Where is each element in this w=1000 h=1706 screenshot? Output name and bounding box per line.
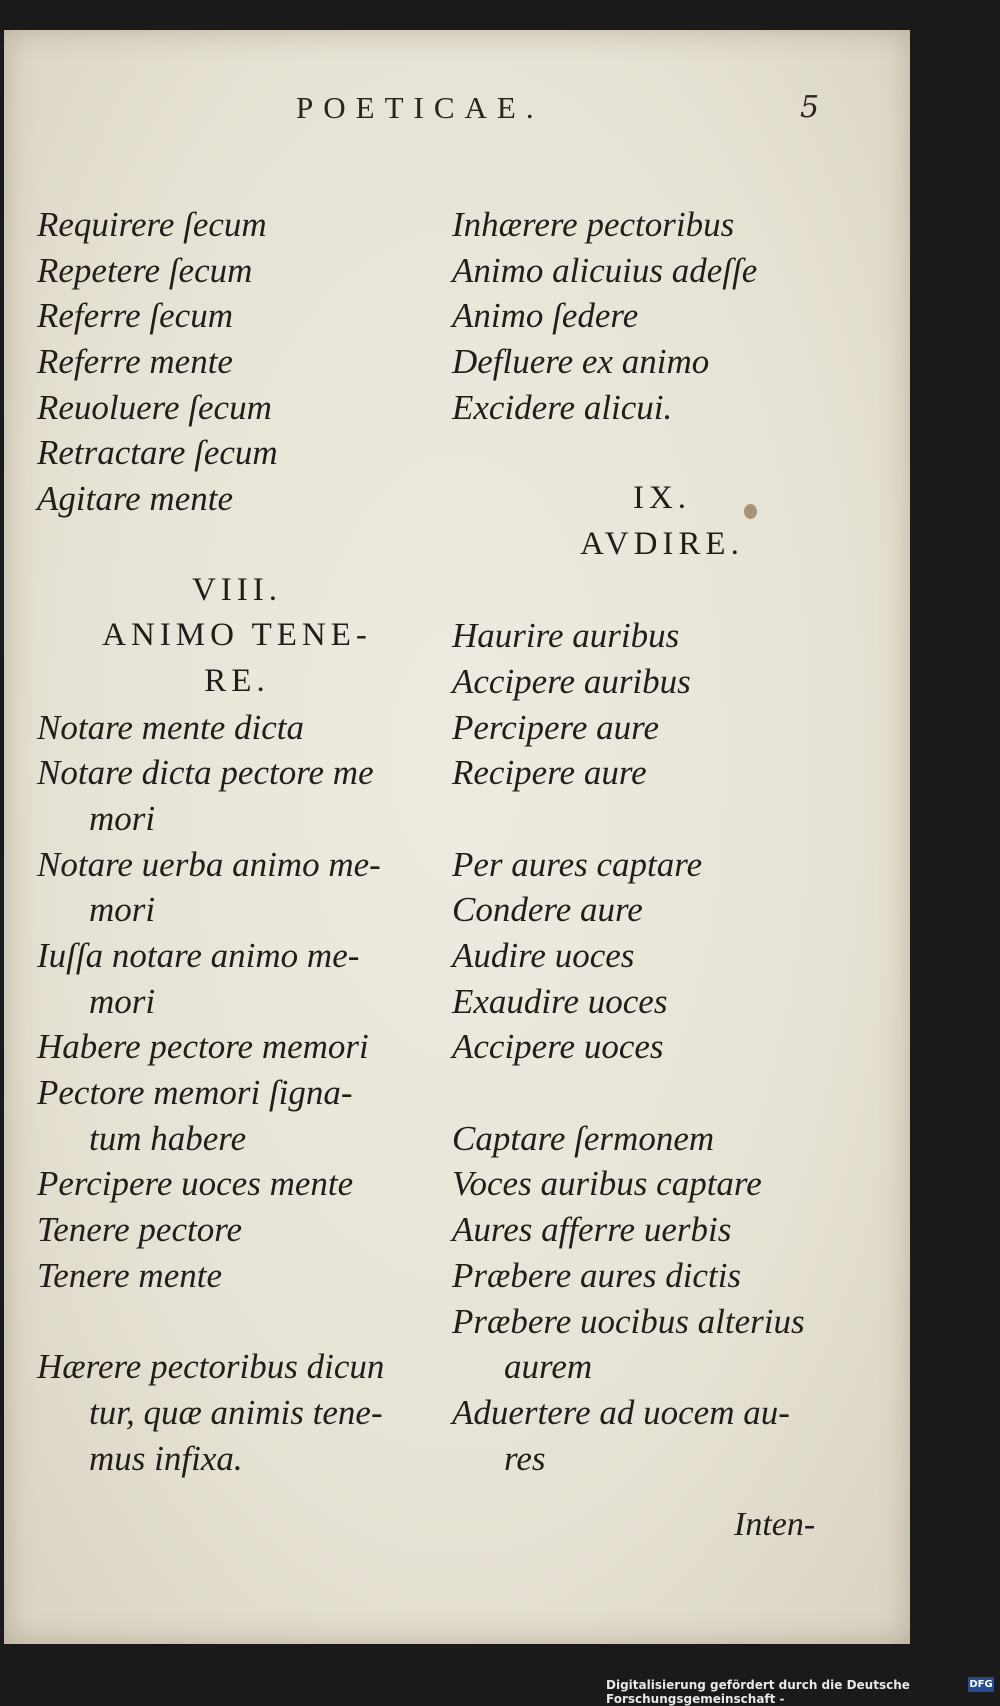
- phrase-line: Defluere ex animo: [452, 342, 710, 382]
- continuation-line: mori: [89, 798, 156, 838]
- left-column: [37, 202, 437, 1481]
- section-heading: RE.: [204, 662, 270, 699]
- phrase-line: Notare dicta pectore me: [37, 753, 374, 793]
- digitization-credit: Digitalisierung gefördert durch die Deutsche Forschungsgemeinschaft -: [606, 1678, 910, 1706]
- phrase-line: Audire uoces: [452, 936, 635, 975]
- phrase-line: Animo ſedere: [452, 296, 639, 336]
- phrase-line: Excidere alicui.: [452, 387, 673, 427]
- phrase-line: Referre mente: [37, 342, 233, 382]
- phrase-line: Hærere pectoribus dicun: [37, 1347, 385, 1387]
- book-page: [4, 30, 910, 1644]
- phrase-line: Requirere ſecum: [37, 205, 267, 244]
- catchword: Inten-: [734, 1506, 816, 1543]
- phrase-line: Per aures captare: [452, 844, 703, 884]
- phrase-line: Accipere uoces: [452, 1027, 664, 1067]
- continuation-line: tur, quæ animis tene-: [89, 1392, 383, 1432]
- phrase-line: Recipere aure: [452, 753, 647, 793]
- section-heading: ANIMO TENE-: [102, 617, 372, 654]
- continuation-line: mori: [89, 890, 156, 930]
- phrase-line: Voces auribus captare: [452, 1164, 762, 1204]
- blank-line: [37, 522, 437, 568]
- phrase-line: Aures afferre uerbis: [452, 1210, 732, 1250]
- continuation-line: res: [504, 1438, 546, 1478]
- phrase-line: Captare ſermonem: [452, 1118, 715, 1158]
- continuation-line: aurem: [504, 1347, 593, 1387]
- phrase-line: Percipere uoces mente: [37, 1164, 354, 1204]
- phrase-line: Tenere mente: [37, 1255, 222, 1295]
- phrase-line: Tenere pectore: [37, 1210, 243, 1250]
- blank-line: [452, 430, 872, 476]
- blank-line: [37, 1299, 437, 1345]
- phrase-line: Pectore memori ſigna-: [37, 1073, 353, 1113]
- phrase-line: Animo alicuius adeſſe: [452, 250, 758, 290]
- phrase-line: Repetere ſecum: [37, 250, 253, 290]
- phrase-line: Retractare ſecum: [37, 433, 278, 473]
- phrase-line: Notare mente dicta: [37, 707, 304, 747]
- continuation-line: mori: [89, 981, 156, 1021]
- section-heading: AVDIRE.: [580, 525, 744, 562]
- phrase-line: Inhærere pectoribus: [452, 205, 735, 244]
- page-number: 5: [800, 90, 820, 125]
- blank-line: [452, 568, 872, 614]
- phrase-line: Habere pectore memori: [37, 1027, 369, 1067]
- phrase-line: Præbere aures dictis: [452, 1255, 742, 1295]
- phrase-line: Percipere aure: [452, 707, 659, 747]
- dfg-logo: DFG: [969, 1679, 993, 1690]
- section-heading: IX.: [632, 480, 692, 517]
- running-head: POETICAE.: [296, 90, 544, 125]
- blank-line: [452, 1070, 872, 1116]
- phrase-line: Haurire auribus: [452, 616, 680, 656]
- ink-spot: [744, 504, 757, 519]
- phrase-line: Accipere auribus: [452, 661, 691, 701]
- phrase-line: Reuoluere ſecum: [37, 387, 272, 427]
- phrase-line: Notare uerba animo me-: [37, 844, 381, 884]
- continuation-line: tum habere: [89, 1118, 247, 1158]
- right-column: [452, 202, 872, 1481]
- section-heading: VIII.: [191, 571, 283, 608]
- continuation-line: mus infixa.: [89, 1438, 243, 1478]
- phrase-line: Aduertere ad uocem au-: [452, 1392, 790, 1432]
- blank-line: [452, 796, 872, 842]
- phrase-line: Iuſſa notare animo me-: [37, 936, 360, 975]
- phrase-line: Condere aure: [452, 890, 643, 930]
- phrase-line: Exaudire uoces: [452, 981, 668, 1021]
- phrase-line: Referre ſecum: [37, 296, 233, 336]
- phrase-line: Agitare mente: [37, 479, 234, 519]
- phrase-line: Præbere uocibus alterius: [452, 1301, 805, 1341]
